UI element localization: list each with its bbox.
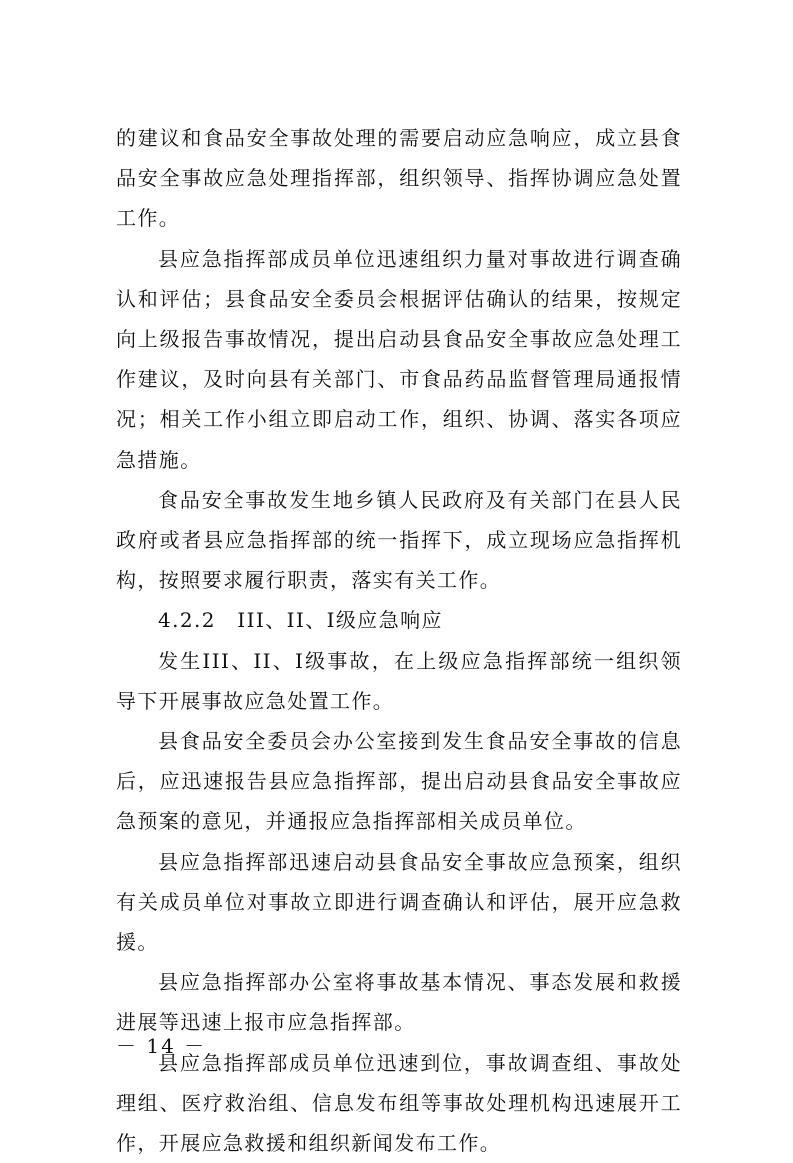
- paragraph-continuation: 的建议和食品安全事故处理的需要启动应急响应，成立县食品安全事故应急处理指挥部，组织领导、指挥协调应急处置工作。: [116, 126, 682, 231]
- paragraph-level-accident: 发生III、II、I级事故，在上级应急指挥部统一组织领导下开展事故应急处置工作。: [116, 648, 682, 713]
- section-heading: 4.2.2 III、II、I级应急响应: [158, 608, 443, 633]
- paragraph-start-plan: 县应急指挥部迅速启动县食品安全事故应急预案，组织有关成员单位对事故立即进行调查确认和评估，展开应急救援。: [116, 849, 682, 955]
- paragraph-report-up: 县应急指挥部办公室将事故基本情况、事态发展和救援进展等迅速上报市应急指挥部。: [116, 970, 682, 1035]
- paragraph-emergency-members: 县应急指挥部成员单位迅速组织力量对事故进行调查确认和评估；县食品安全委员会根据评估确认的结果，按规定向上级报告事故情况，提出启动县食品安全事故应急处理工作建议，及时向县有关部门、市食品药品监督管理局通报情况；相关工作小组立即启动工作，组织、协调、落实各项应急措施。: [116, 246, 682, 472]
- paragraph-township-government: 食品安全事故发生地乡镇人民政府及有关部门在县人民政府或者县应急指挥部的统一指挥下，成立现场应急指挥机构，按照要求履行职责，落实有关工作。: [116, 487, 682, 593]
- paragraph-committee-office: 县食品安全委员会办公室接到发生食品安全事故的信息后，应迅速报告县应急指挥部，提出启动县食品安全事故应急预案的意见，并通报应急指挥部相关成员单位。: [116, 729, 682, 834]
- document-body: [116, 118, 682, 1163]
- page-number: － 14 －: [116, 1034, 207, 1058]
- paragraph-units-in-place: 县应急指挥部成员单位迅速到位，事故调查组、事故处理组、医疗救治组、信息发布组等事故处理机构迅速展开工作，开展应急救援和组织新闻发布工作。: [116, 1050, 682, 1156]
